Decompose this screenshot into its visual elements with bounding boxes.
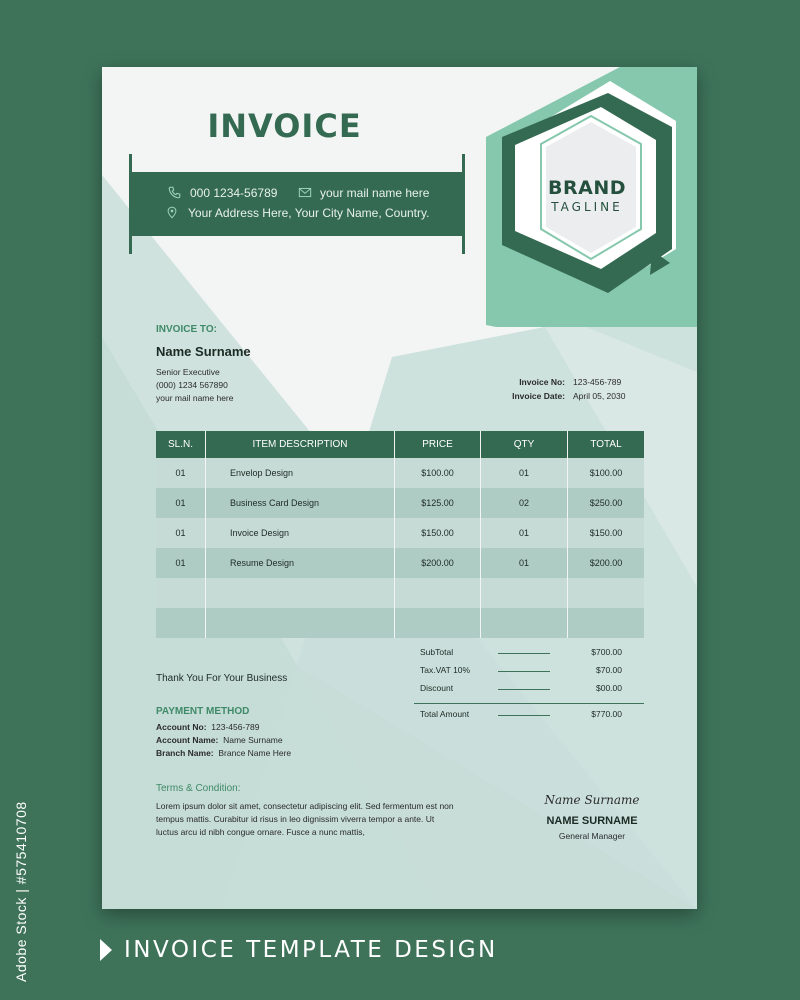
subtotal-row <box>414 647 644 665</box>
row-qty: 01 <box>481 548 568 578</box>
signature-block <box>522 793 662 841</box>
totals-block <box>414 647 644 727</box>
terms-line: Lorem ipsum dolor sit amet, consectetur adipiscing elit. Sed fermentum est non <box>156 801 454 811</box>
thank-you-text: Thank You For Your Business <box>156 673 288 684</box>
row-qty: 01 <box>481 458 568 488</box>
invoice-date-row <box>497 391 647 401</box>
account-no: 123-456-789 <box>211 722 260 732</box>
row-total: $100.00 <box>589 468 623 478</box>
terms-text <box>156 800 486 839</box>
row-qty: 01 <box>481 518 568 548</box>
phone-text: 000 1234-56789 <box>190 186 278 200</box>
account-name: Name Surname <box>223 735 283 745</box>
table-row-empty <box>156 608 644 638</box>
total-value: $770.00 <box>591 709 622 719</box>
invoice-meta <box>497 377 647 401</box>
phone-icon <box>168 186 182 200</box>
contact-band <box>130 172 465 236</box>
payment-method-label: PAYMENT METHOD <box>156 706 250 717</box>
row-total: $200.00 <box>589 558 623 568</box>
row-description: Envelop Design <box>206 458 395 488</box>
subtotal-label: SubTotal <box>420 647 454 657</box>
header-description: ITEM DESCRIPTION <box>206 431 395 458</box>
play-triangle-icon <box>100 939 112 961</box>
brand-name: BRAND <box>548 177 626 199</box>
signatory-role: General Manager <box>558 831 626 841</box>
table-row <box>156 488 644 518</box>
bill-to-phone: (000) 1234 567890 <box>156 380 228 390</box>
caption-text: INVOICE TEMPLATE DESIGN <box>124 937 498 963</box>
row-description: Resume Design <box>206 548 395 578</box>
bill-to-block <box>156 324 251 403</box>
account-no-label: Account No: <box>156 722 207 732</box>
invoice-date-label: Invoice Date: <box>512 391 565 401</box>
table-row <box>156 458 644 488</box>
bill-to-position: Senior Executive <box>156 367 220 377</box>
totals-separator <box>414 703 644 704</box>
divider-line <box>498 715 550 716</box>
invoice-sheet <box>102 67 697 909</box>
header-qty: QTY <box>481 431 568 458</box>
account-name-label: Account Name: <box>156 735 219 745</box>
contact-email <box>298 186 429 200</box>
tax-value: $70.00 <box>596 665 622 675</box>
row-description: Business Card Design <box>206 488 395 518</box>
terms-line: tempus mattis. Curabitur id risus in leo dignissim viverra tempor a ante. Ut <box>156 814 435 824</box>
branch: Brance Name Here <box>218 748 292 758</box>
branch-label: Branch Name: <box>156 748 214 758</box>
account-name-row <box>156 735 291 745</box>
row-price: $125.00 <box>395 488 481 518</box>
invoice-title: INVOICE <box>207 107 362 145</box>
header-sl: SL.N. <box>156 431 206 458</box>
row-description: Invoice Design <box>206 518 395 548</box>
discount-value: $00.00 <box>596 683 622 693</box>
invoice-number-row <box>497 377 647 387</box>
total-label: Total Amount <box>420 709 470 719</box>
contact-phone <box>168 186 277 200</box>
row-sl: 01 <box>156 488 206 518</box>
header-price: PRICE <box>395 431 481 458</box>
bill-to-email: your mail name here <box>156 393 234 403</box>
row-total: $150.00 <box>589 528 623 538</box>
location-pin-icon <box>166 206 180 220</box>
template-caption <box>100 937 498 963</box>
invoice-date: April 05, 2030 <box>573 391 626 401</box>
tax-row <box>414 665 644 683</box>
terms-label: Terms & Condition: <box>156 783 241 794</box>
subtotal-value: $700.00 <box>591 647 622 657</box>
stock-id-label: Adobe Stock | #575410708 <box>13 801 29 982</box>
branch-row <box>156 748 291 758</box>
row-qty: 02 <box>481 488 568 518</box>
divider-line <box>498 689 550 690</box>
bill-to-label: INVOICE TO: <box>156 324 217 335</box>
divider-line <box>498 671 550 672</box>
tax-label: Tax.VAT 10% <box>420 665 471 675</box>
header-total: TOTAL <box>590 439 622 450</box>
table-header <box>156 431 644 458</box>
invoice-number: 123-456-789 <box>573 377 622 387</box>
total-row <box>414 709 644 727</box>
row-price: $200.00 <box>395 548 481 578</box>
signatory-name: NAME SURNAME <box>546 815 638 827</box>
divider-line <box>498 653 550 654</box>
table-row <box>156 518 644 548</box>
row-price: $100.00 <box>395 458 481 488</box>
row-price: $150.00 <box>395 518 481 548</box>
items-table <box>156 431 644 638</box>
bill-to-name: Name Surname <box>156 344 251 359</box>
brand-logo-text <box>527 177 647 214</box>
invoice-number-label: Invoice No: <box>519 377 565 387</box>
table-row-empty <box>156 578 644 608</box>
row-sl: 01 <box>156 518 206 548</box>
contact-address <box>166 206 429 220</box>
row-total: $250.00 <box>589 498 623 508</box>
email-text: your mail name here <box>320 186 430 200</box>
payment-method-block <box>156 706 291 758</box>
discount-row <box>414 683 644 701</box>
address-text: Your Address Here, Your City Name, Country. <box>188 206 430 220</box>
discount-label: Discount <box>420 683 454 693</box>
signature-script: Name Surname <box>544 793 640 807</box>
terms-line: luctus arcu id nibh congue ornare. Fusce a nunc mattis, <box>156 827 365 837</box>
row-sl: 01 <box>156 548 206 578</box>
brand-tagline: TAGLINE <box>551 200 623 214</box>
row-sl: 01 <box>156 458 206 488</box>
table-row <box>156 548 644 578</box>
terms-block <box>156 783 486 839</box>
envelope-icon <box>298 186 312 200</box>
account-no-row <box>156 722 291 732</box>
